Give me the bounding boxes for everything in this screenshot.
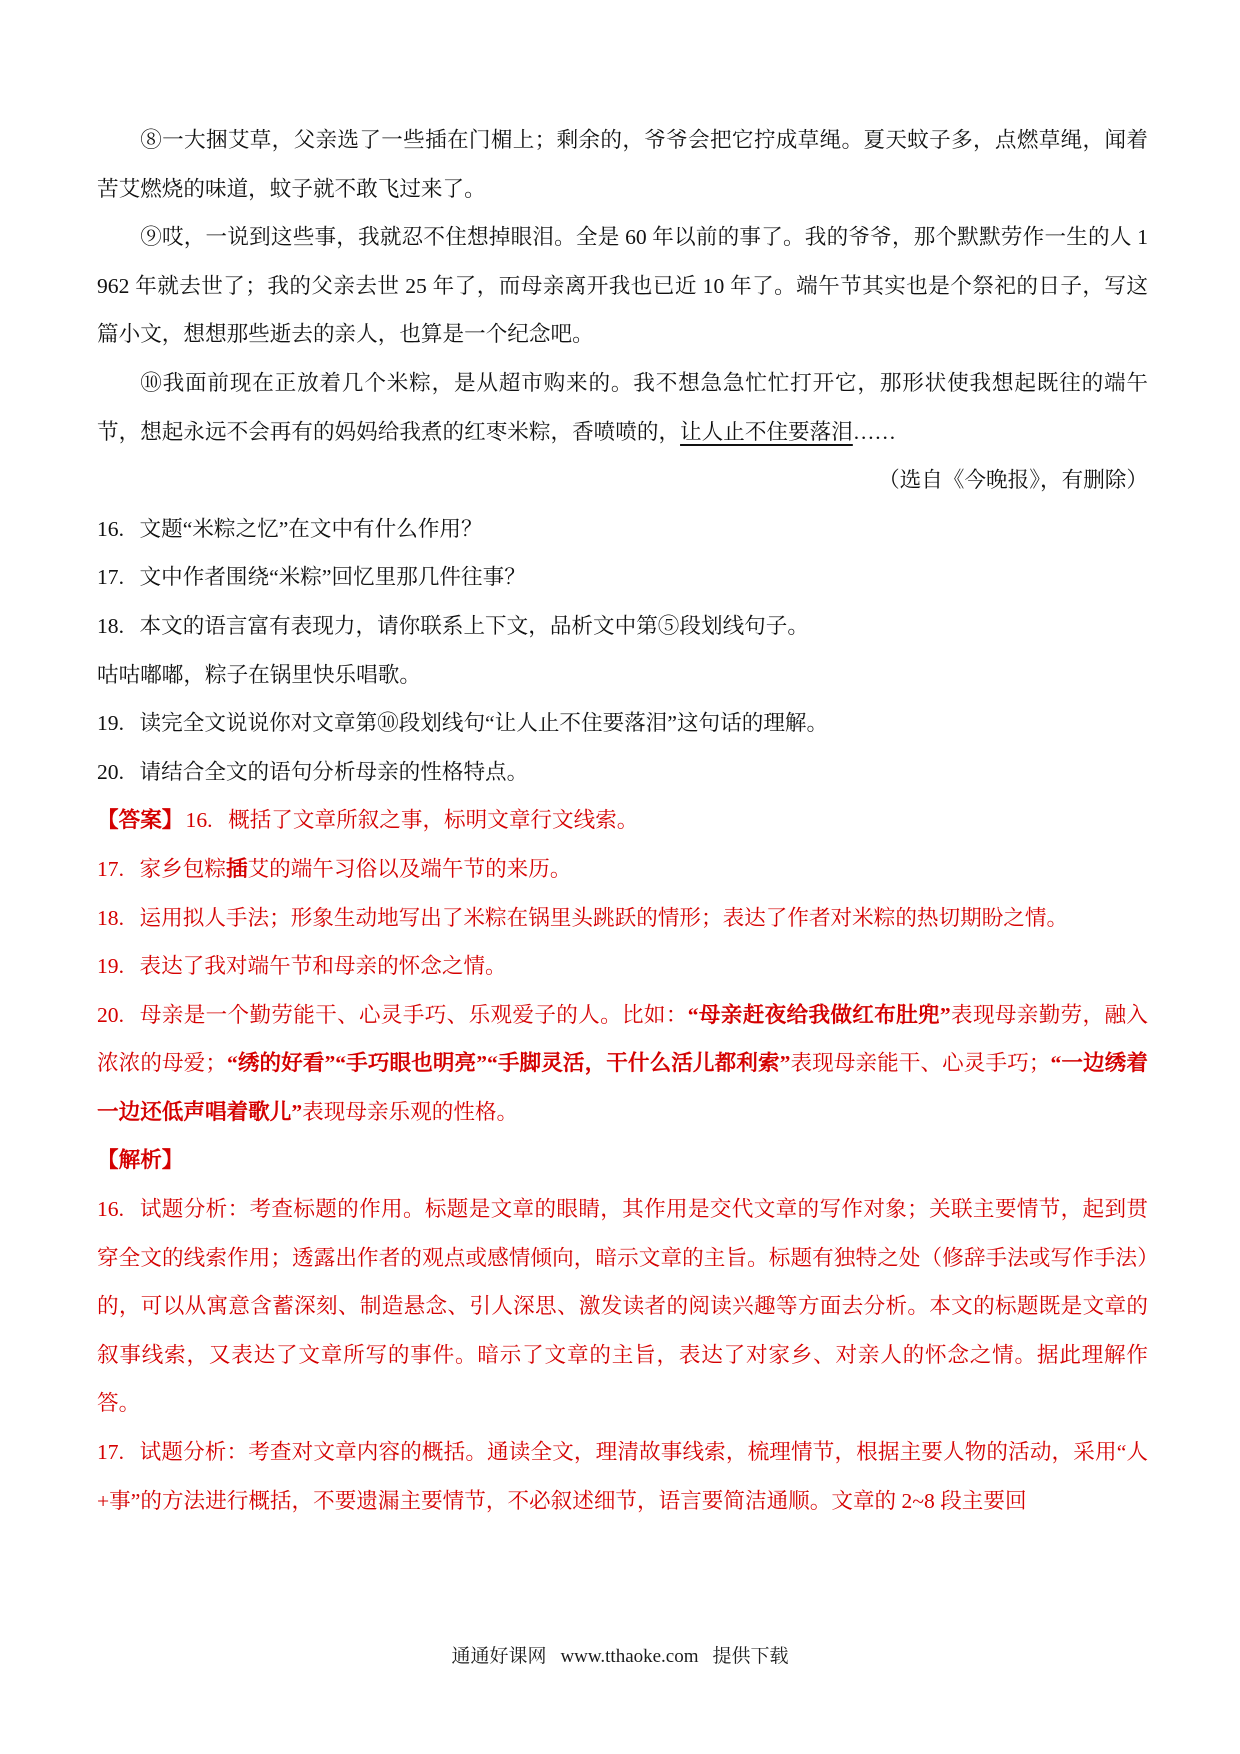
question-number: 18. xyxy=(97,613,124,638)
question-number: 17. xyxy=(97,565,124,590)
analysis-number: 17. xyxy=(97,1440,124,1465)
article-paragraph-8 xyxy=(97,116,1148,213)
text-run: ⑧一大捆艾草，父亲选了一些插在门楣上；剩余的，爷爷会把它拧成草绳。夏天蚊子多，点燃草绳，闻着苦艾燃烧的味道，蚊子就不敢飞过来了。 xyxy=(97,128,1148,201)
text-run: 试题分析：考查标题的作用。标题是文章的眼睛，其作用是交代文章的写作对象；关联主要情节，起到贯穿全文的线索作用；透露出作者的观点或感情倾向，暗示文章的主旨。标题有独特之处（修辞手法或写作手法）的，可以从寓意含蓄深刻、制造悬念、引人深思、激发读者的阅读兴趣等方面去分析。本文的标题既是文章的叙事线索，又表达了文章所写的事件。暗示了文章的主旨，表达了对家乡、对亲人的怀念之情。据此理解作答。 xyxy=(97,1197,1148,1416)
footer-download-suffix: 提供下载 xyxy=(712,1646,789,1667)
answer-number: 20. xyxy=(97,1002,124,1027)
answer-18 xyxy=(97,894,1148,943)
text-run: 表现母亲乐观的性格。 xyxy=(302,1099,519,1124)
analysis-17 xyxy=(97,1428,1148,1525)
analysis-text xyxy=(97,1197,1148,1415)
text-run: “母亲赶夜给我做红布肚兜” xyxy=(687,1002,951,1027)
source-attribution: （选自《今晚报》，有删除） xyxy=(878,468,1148,493)
text-run: 母亲是一个勤劳能干、心灵手巧、乐观爱子的人。比如： xyxy=(139,1002,688,1027)
analysis-text xyxy=(97,1440,1148,1513)
page-footer xyxy=(0,1642,1240,1672)
question-20 xyxy=(97,748,1148,797)
answer-17 xyxy=(97,845,1148,894)
text-run: “一边绣着一边还低声唱着歌儿” xyxy=(97,1051,1148,1124)
question-18 xyxy=(97,602,1148,651)
article-paragraph-9 xyxy=(97,213,1148,359)
answer-20 xyxy=(97,991,1148,1137)
answer-number: 17. xyxy=(97,856,124,881)
question-text: 文题“米粽之忆”在文中有什么作用？ xyxy=(139,516,483,541)
article-paragraph-10 xyxy=(97,359,1148,456)
question-number: 20. xyxy=(97,759,124,784)
text-run: 试题分析：考查对文章内容的概括。通读全文，理清故事线索，梳理情节，根据主要人物的活动，采用“人+事”的方法进行概括，不要遗漏主要情节，不必叙述细节，语言要简洁通顺。文章的 2~8 段主要回 xyxy=(97,1440,1148,1513)
analysis-number: 16. xyxy=(97,1197,124,1222)
question-text: 文中作者围绕“米粽”回忆里那几件往事？ xyxy=(139,565,526,590)
text-run: 运用拟人手法；形象生动地写出了米粽在锅里头跳跃的情形；表达了作者对米粽的热切期盼之情。 xyxy=(139,905,1069,930)
question-text: 读完全文说说你对文章第⑩段划线句“让人止不住要落泪”这句话的理解。 xyxy=(139,711,829,736)
answer-16 xyxy=(97,796,1148,845)
text-run: 表现母亲能干、心灵手巧； xyxy=(790,1051,1051,1076)
question-text: 请结合全文的语句分析母亲的性格特点。 xyxy=(139,759,529,784)
text-run: 家乡包粽 xyxy=(139,856,226,881)
analysis-16 xyxy=(97,1185,1148,1428)
answer-number: 16. xyxy=(185,808,213,833)
answer-number: 18. xyxy=(97,905,124,930)
answer-text xyxy=(140,954,507,978)
text-run: …… xyxy=(852,419,896,444)
text-run: 表现母亲勤劳，融入浓浓的母爱； xyxy=(97,1002,1148,1076)
question-17 xyxy=(97,553,1148,602)
answer-text xyxy=(97,1003,1148,1124)
answer-text xyxy=(228,808,638,832)
question-number: 19. xyxy=(97,711,124,736)
question-18-quoted-sentence: 咕咕嘟嘟，粽子在锅里快乐唱歌。 xyxy=(97,662,421,687)
question-number: 16. xyxy=(97,516,124,541)
answer-text xyxy=(140,857,572,881)
question-text: 本文的语言富有表现力，请你联系上下文，品析文中第⑤段划线句子。 xyxy=(139,613,809,638)
question-16 xyxy=(97,505,1148,554)
answer-text xyxy=(140,906,1069,930)
analysis-heading-label: 【解析】 xyxy=(97,1148,184,1173)
question-19 xyxy=(97,699,1148,748)
answer-number: 19. xyxy=(97,954,124,979)
answer-19 xyxy=(97,942,1148,991)
text-run: 概括了文章所叙之事，标明文章行文线索。 xyxy=(228,808,639,833)
text-run: 插 xyxy=(225,856,248,881)
text-run: 表达了我对端午节和母亲的怀念之情。 xyxy=(139,954,507,979)
footer-site-name: 通通好课网 xyxy=(451,1646,547,1667)
answers-heading-label: 【答案】 xyxy=(97,808,184,833)
text-run: 艾的端午习俗以及端午节的来历。 xyxy=(247,856,572,881)
text-run: 让人止不住要落泪 xyxy=(680,419,853,444)
text-run: “绣的好看”“手巧眼也明亮”“手脚灵活，干什么活儿都利索” xyxy=(226,1051,791,1076)
text-run: ⑨哎，一说到这些事，我就忍不住想掉眼泪。全是 60 年以前的事了。我的爷爷，那个默默劳作一生的人 1962 年就去世了；我的父亲去世 25 年了，而母亲离开我也已近 10 年了。端午节其实也是个祭祀的日子，写这篇小文，想想那些逝去的亲人，也算是一个纪念吧。 xyxy=(97,225,1148,347)
text-run: ⑩我面前现在正放着几个米粽，是从超市购来的。我不想急急忙忙打开它，那形状使我想起既往的端午节，想起永远不会再有的妈妈给我煮的红枣米粽，香喷喷的， xyxy=(97,370,1148,444)
footer-url: www.tthaoke.com xyxy=(560,1646,699,1667)
